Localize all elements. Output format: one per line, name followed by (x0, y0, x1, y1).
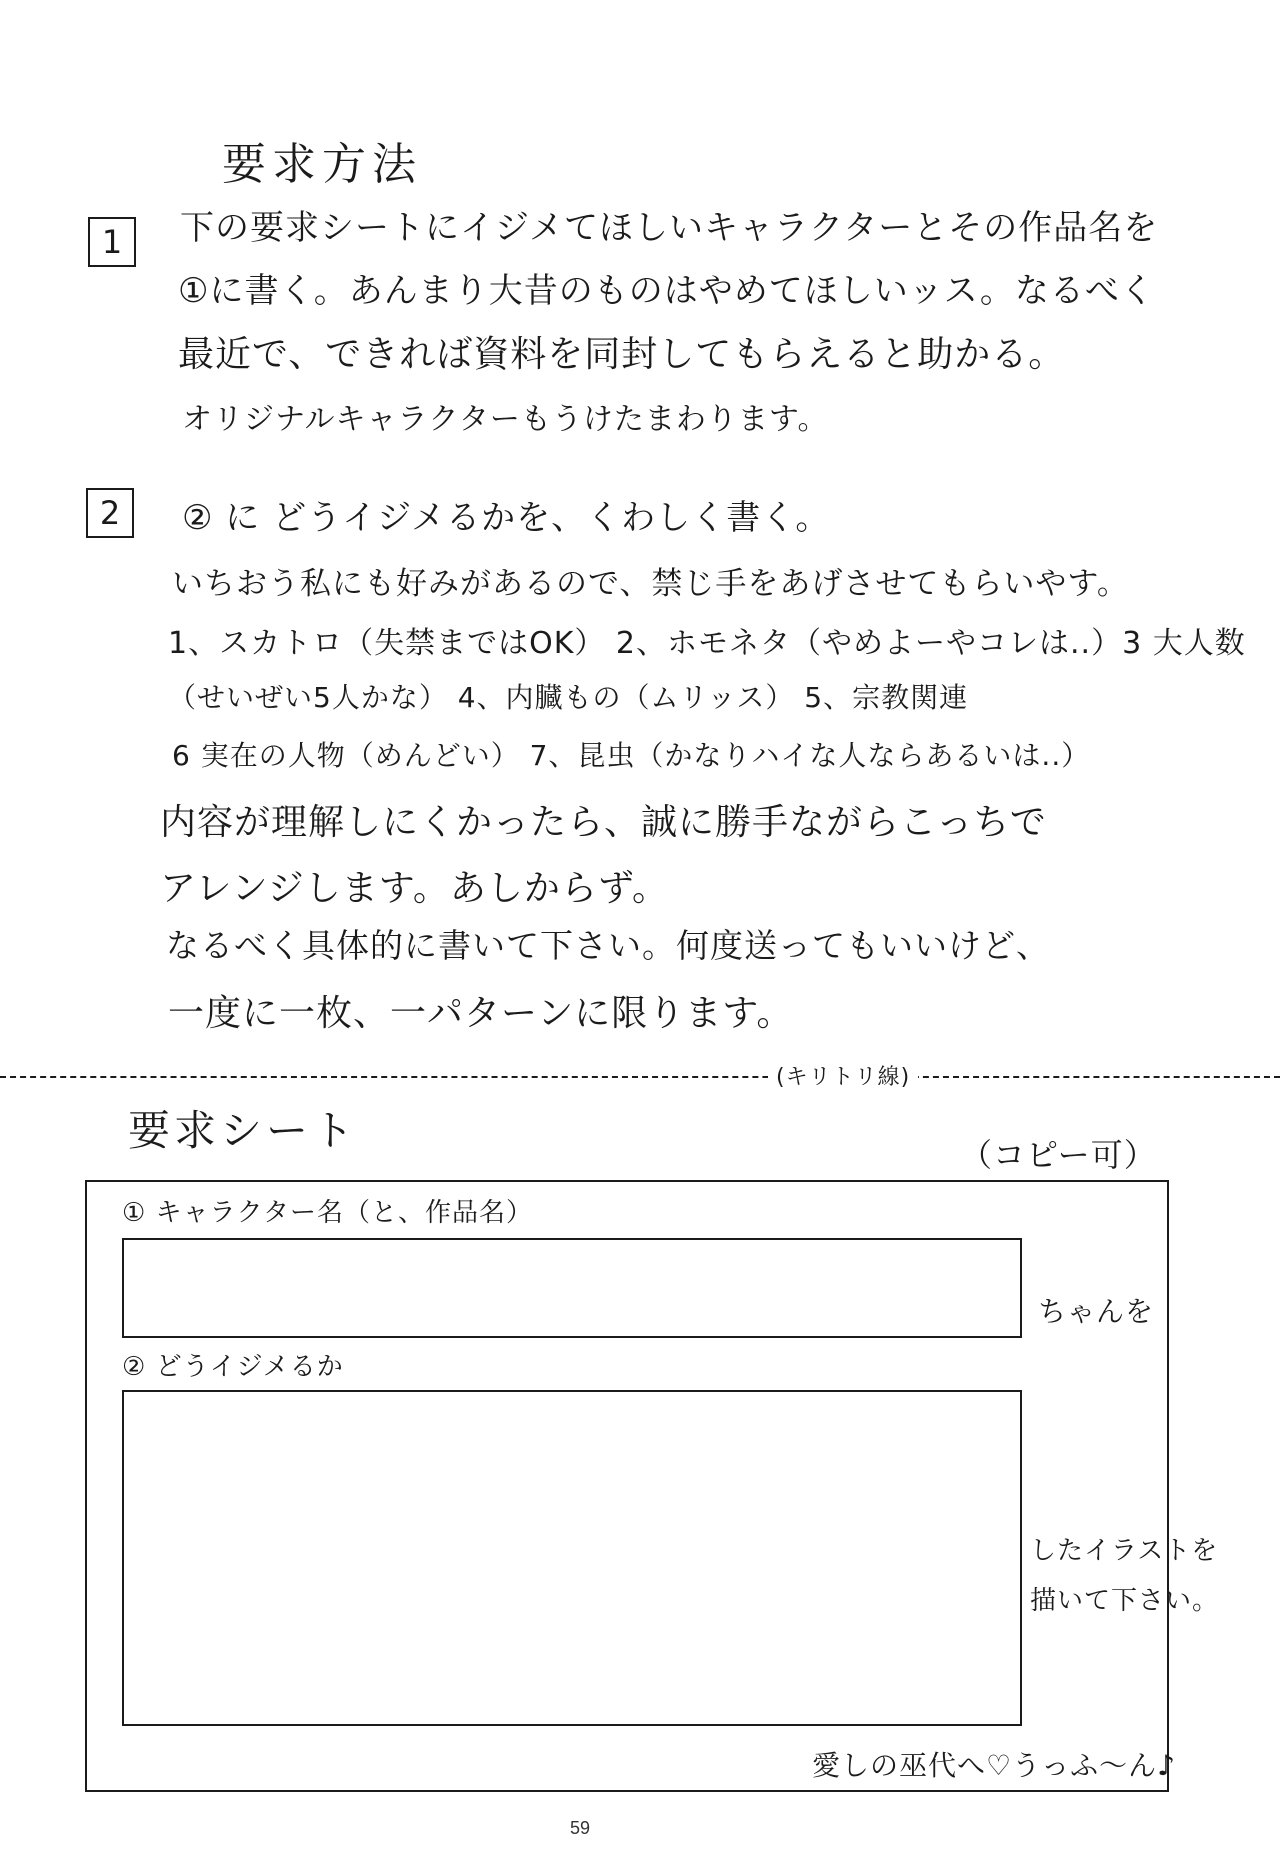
page-number: 59 (569, 1818, 591, 1838)
step-2-line-7: アレンジします。あしからず。 (160, 868, 670, 909)
step-1-line-3: 最近で、できれば資料を同封してもらえると助かる。 (178, 334, 1066, 375)
step-2-number-box: 2 (86, 488, 134, 538)
step-1-line-1: 下の要求シートにイジメてほしいキャラクターとその作品名を (180, 208, 1159, 248)
step-2-line-4: （せいぜい5人かな） 4、内臓もの（ムリッス） 5、宗教関連 (168, 681, 969, 714)
step-2-line-3: 1、スカトロ（失禁まではOK） 2、ホモネタ（やめよーやコレは..）3 大人数 (168, 626, 1246, 661)
illustration-request-line-1: したイラストを (1030, 1536, 1219, 1566)
section-title: 要求方法 (222, 139, 422, 190)
character-name-suffix: ちゃんを (1038, 1295, 1155, 1328)
character-name-label: ① キャラクター名（と、作品名） (122, 1198, 534, 1228)
signature-note: 愛しの巫代へ♡うっふ～ん♪ (812, 1749, 1176, 1782)
step-2-line-5: 6 実在の人物（めんどい） 7、昆虫（かなりハイな人ならあるいは..） (172, 739, 1091, 772)
step-2-line-8: なるべく具体的に書いて下さい。何度送ってもいいけど、 (166, 926, 1050, 965)
step-2-line-1: ② に どうイジメるかを、くわしく書く。 (182, 498, 831, 538)
step-1-number-box: 1 (88, 217, 136, 267)
step-2-line-9: 一度に一枚、一パターンに限ります。 (168, 993, 794, 1034)
request-sheet-title: 要求シート (128, 1106, 359, 1155)
bullying-method-field[interactable] (122, 1390, 1022, 1726)
cut-line-label: (キリトリ線) (768, 1060, 918, 1091)
illustration-request-line-2: 描いて下さい。 (1030, 1586, 1220, 1616)
step-1-line-2: ①に書く。あんまり大昔のものはやめてほしいッス。なるべく (178, 271, 1155, 311)
character-name-field[interactable] (122, 1238, 1022, 1338)
step-2-line-6: 内容が理解しにくかったら、誠に勝手ながらこっちで (160, 802, 1047, 843)
step-1-line-4: オリジナルキャラクターもうけたまわります。 (182, 402, 829, 437)
bullying-method-label: ② どうイジメるか (122, 1352, 344, 1382)
copy-allowed-note: （コピー可） (960, 1136, 1157, 1174)
step-2-line-2: いちおう私にも好みがあるので、禁じ手をあげさせてもらいやす。 (172, 566, 1129, 602)
cut-line-dashed (0, 1076, 1280, 1078)
